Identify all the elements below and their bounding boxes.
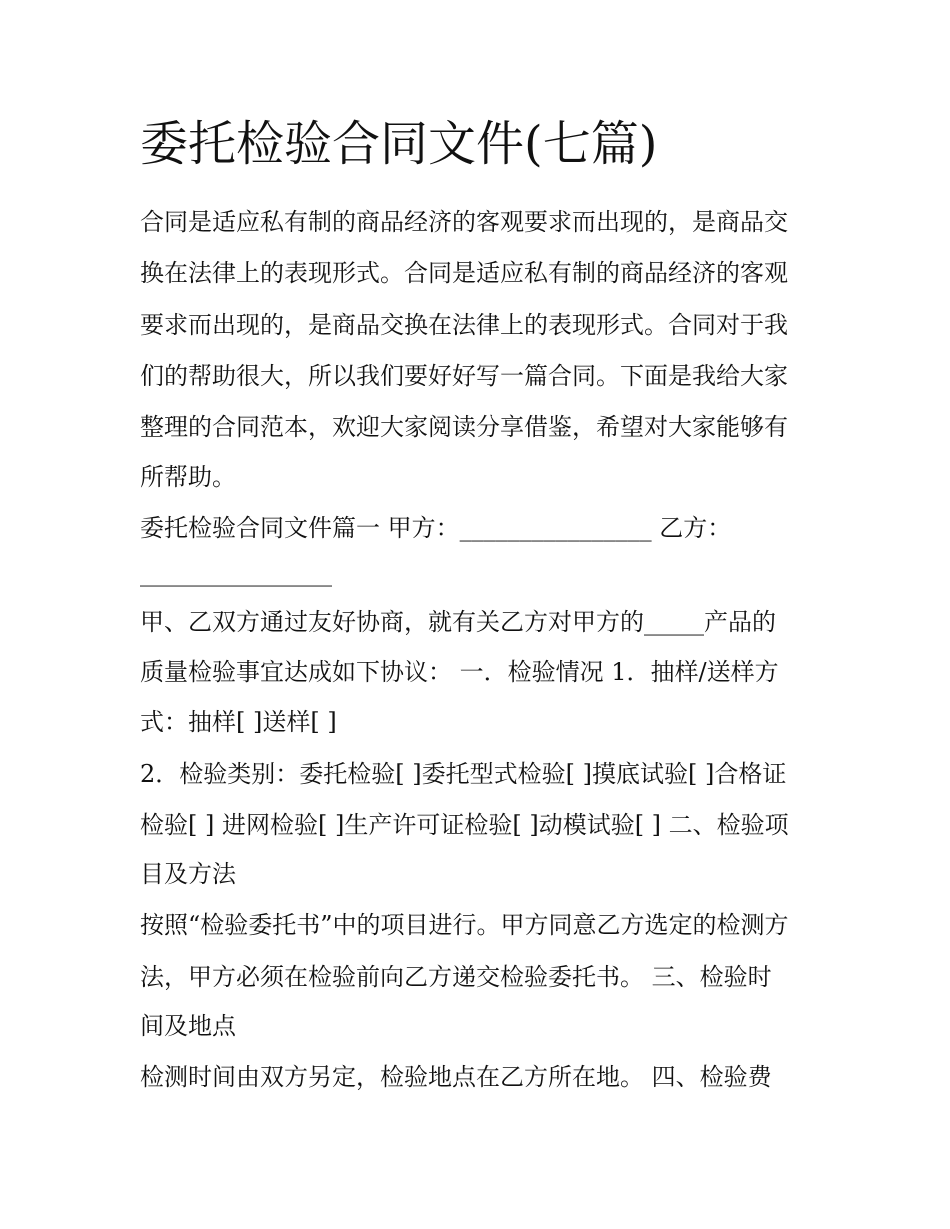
section-heading-line: 委托检验合同文件篇一 甲方：________________ 乙方： bbox=[140, 514, 732, 542]
paragraph-line: 式：抽样[ ]送样[ ] bbox=[140, 708, 337, 736]
paragraph-line: 质量检验事宜达成如下协议： 一．检验情况 1．抽样/送样方 bbox=[140, 658, 779, 686]
blank-field-line: ________________ bbox=[140, 559, 332, 587]
paragraph-line: 检测时间由双方另定，检验地点在乙方所在地。 四、检验费 bbox=[140, 1063, 772, 1091]
paragraph-line: 2．检验类别：委托检验[ ]委托型式检验[ ]摸底试验[ ]合格证 bbox=[140, 760, 787, 788]
paragraph-line: 所帮助。 bbox=[140, 463, 236, 491]
paragraph-line: 要求而出现的，是商品交换在法律上的表现形式。合同对于我 bbox=[140, 311, 788, 339]
paragraph-line: 整理的合同范本，欢迎大家阅读分享借鉴，希望对大家能够有 bbox=[140, 413, 788, 441]
paragraph-line: 法，甲方必须在检验前向乙方递交检验委托书。 三、检验时 bbox=[140, 963, 772, 991]
paragraph-line: 间及地点 bbox=[140, 1012, 236, 1040]
paragraph-line: 按照“检验委托书”中的项目进行。甲方同意乙方选定的检测方 bbox=[140, 911, 789, 939]
paragraph-line: 目及方法 bbox=[140, 860, 236, 888]
paragraph-line: 合同是适应私有制的商品经济的客观要求而出现的，是商品交 bbox=[140, 208, 788, 236]
paragraph-line: 们的帮助很大，所以我们要好好写一篇合同。下面是我给大家 bbox=[140, 362, 788, 390]
paragraph-line: 检验[ ] 进网检验[ ]生产许可证检验[ ]动模试验[ ] 二、检验项 bbox=[140, 811, 789, 839]
paragraph-line: 甲、乙双方通过友好协商，就有关乙方对甲方的_____产品的 bbox=[140, 608, 776, 636]
paragraph-line: 换在法律上的表现形式。合同是适应私有制的商品经济的客观 bbox=[140, 259, 788, 287]
document-title: 委托检验合同文件(七篇) bbox=[140, 116, 658, 172]
